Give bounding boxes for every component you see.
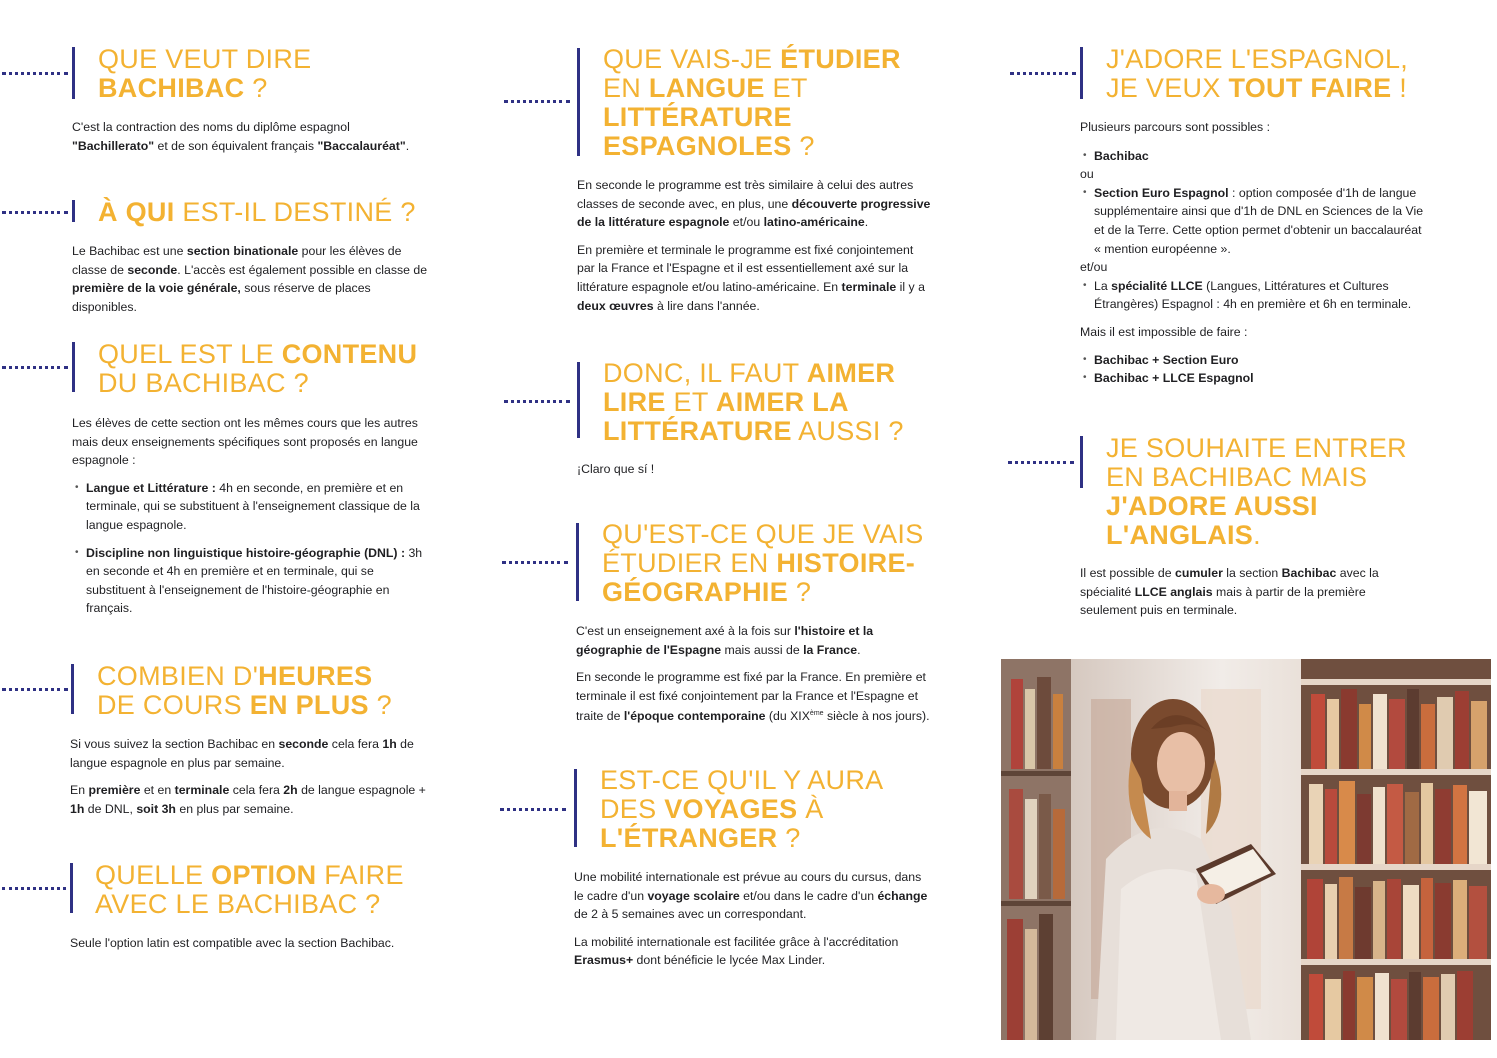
vertical-rule (72, 200, 75, 222)
bullet-list (1080, 277, 1425, 314)
title-highlight: AIMER LA LITTÉRATURE (603, 387, 848, 446)
list-item: • La spécialité LLCE (Langues, Littératures et Cultures Étrangères) Espagnol : 4h en première et 6h en terminale. (1080, 277, 1425, 314)
title-highlight: À QUI (98, 197, 175, 227)
vertical-rule (576, 523, 579, 601)
title-highlight: VOYAGES (664, 794, 798, 824)
section-title-contenu (98, 340, 438, 398)
list-item: • Bachibac (1080, 147, 1425, 166)
title-text: ? (777, 823, 801, 853)
title-text: QUE VAIS-JE (603, 44, 781, 74)
dotted-rule (504, 400, 570, 403)
column-1 (0, 0, 470, 1058)
dotted-rule (2, 366, 68, 369)
library-scene-illustration (1001, 659, 1491, 1040)
bullet-list (72, 479, 430, 618)
title-highlight: CONTENU (281, 339, 418, 369)
title-text: JE SOUHAITE ENTRER EN BACHIBAC MAIS (1106, 433, 1407, 492)
section-body (574, 868, 932, 979)
section-body (72, 414, 430, 627)
title-highlight: LANGUE (648, 73, 765, 103)
vertical-rule (1080, 436, 1083, 488)
section-title-anglais (1106, 434, 1436, 550)
title-text: DE COURS (97, 690, 250, 720)
title-text: DU BACHIBAC ? (98, 368, 309, 398)
title-text: ? (788, 577, 812, 607)
dotted-rule (1008, 461, 1074, 464)
section-body (577, 176, 933, 324)
section-title-a-qui (98, 198, 438, 227)
list-item: • Bachibac + Section Euro (1080, 351, 1425, 370)
paragraph: La mobilité internationale est facilitée grâce à l'accréditation Erasmus+ dont bénéficie le lycée Max Linder. (574, 934, 899, 968)
section-body (70, 735, 430, 827)
title-highlight: BACHIBAC (98, 73, 245, 103)
paragraph: Si vous suivez la section Bachibac en seconde cela fera 1h de langue espagnole en plus par semaine. (70, 737, 414, 770)
section-body (72, 118, 432, 164)
title-text: DONC, IL FAUT (603, 358, 807, 388)
paragraph: En seconde le programme est fixé par la France. En première et terminale il est fixé conjointement par la France et l'Espagne et traite de l'époque contemporaine (du XIXème siècle à nos jours). (576, 670, 930, 724)
dotted-rule (2, 688, 68, 691)
title-highlight: OPTION (211, 860, 317, 890)
bullet-list (1080, 351, 1425, 388)
title-highlight: ÉTUDIER (780, 44, 901, 74)
title-text: ! (1391, 73, 1408, 103)
bullet-list (1080, 147, 1425, 166)
title-text: QUELLE (95, 860, 212, 890)
title-text: QUE VEUT DIRE (98, 44, 312, 74)
title-highlight: LITTÉRATURE ESPAGNOLES (603, 102, 792, 161)
title-text: AUSSI ? (791, 416, 904, 446)
title-text: QUEL EST LE (98, 339, 282, 369)
title-highlight: HEURES (258, 661, 373, 691)
title-highlight: HISTOIRE-GÉOGRAPHIE (602, 548, 916, 607)
paragraph: Il est possible de cumuler la section Bachibac avec la spécialité LLCE anglais mais à partir de la première seulement puis en terminale. (1080, 566, 1379, 618)
title-text: ET (665, 387, 716, 417)
paragraph: C'est la contraction des noms du diplôme espagnol "Bachillerato" et de son équivalent français "Baccalauréat". (72, 120, 410, 153)
title-highlight: TOUT FAIRE (1228, 73, 1392, 103)
paragraph: ¡Claro que sí ! (577, 462, 655, 476)
vertical-rule (577, 362, 580, 438)
section-body (1080, 564, 1422, 629)
section-body (70, 934, 430, 962)
section-body (72, 242, 430, 325)
dotted-rule (2, 72, 68, 75)
paragraph: En seconde le programme est très similaire à celui des autres classes de seconde avec, en plus, une découverte progressive de la littérature espagnole et/ou latino-américaine. (577, 178, 931, 230)
paragraph: En première et terminale le programme est fixé conjointement par la France et l'Espagne et il est essentiellement axé sur la littérature espagnole et/ou latino-américaine. En terminale il y a deux œuvres à lire dans l'année. (577, 242, 925, 313)
section-body (576, 622, 932, 735)
title-text: J'ADORE L'ESPAGNOL, JE VEUX (1106, 44, 1409, 103)
title-text: ? (791, 131, 815, 161)
section-title-option (95, 861, 435, 919)
section-title-que-veut-dire (98, 45, 438, 103)
list-item: • Discipline non linguistique histoire-géographie (DNL) : 3h en seconde et 4h en première et en terminale, qui se substituent à l'enseignement de l'histoire-géographie en français. (72, 544, 430, 618)
title-text: EN (603, 73, 649, 103)
title-text: COMBIEN D' (97, 661, 259, 691)
section-title-tout-faire (1106, 45, 1436, 103)
title-text: ? (244, 73, 268, 103)
paragraph: C'est un enseignement axé à la fois sur l'histoire et la géographie de l'Espagne mais aussi de la France. (576, 624, 874, 657)
dotted-rule (2, 211, 68, 214)
section-title-aimer-lire (603, 359, 933, 446)
title-text: À (797, 794, 824, 824)
dotted-rule (504, 100, 570, 103)
vertical-rule (70, 863, 73, 913)
list-item: • Bachibac + LLCE Espagnol (1080, 369, 1425, 388)
title-text: EST-IL DESTINÉ ? (174, 197, 416, 227)
section-body (577, 460, 933, 488)
title-text: QU'EST-CE QUE JE VAIS ÉTUDIER EN (602, 519, 924, 578)
dotted-rule (1010, 72, 1076, 75)
title-highlight: EN PLUS (249, 690, 369, 720)
vertical-rule (1080, 47, 1083, 99)
paragraph: En première et en terminale cela fera 2h de langue espagnole + 1h de DNL, soit 3h en plus par semaine. (70, 783, 426, 816)
paragraph: et/ou (1080, 260, 1108, 275)
paragraph: Une mobilité internationale est prévue au cours du cursus, dans le cadre d'un voyage scolaire et/ou dans le cadre d'un échange de 2 à 5 semaines avec un correspondant. (574, 870, 928, 922)
vertical-rule (577, 48, 580, 156)
paragraph: Seule l'option latin est compatible avec la section Bachibac. (70, 936, 395, 950)
section-body (1080, 118, 1425, 388)
section-title-heures (97, 662, 407, 720)
section-title-histoire-geo (602, 520, 937, 607)
paragraph: Plusieurs parcours sont possibles : (1080, 120, 1271, 134)
dotted-rule (2, 887, 66, 890)
vertical-rule (72, 47, 75, 99)
list-item: • Section Euro Espagnol : option composée d'1h de langue supplémentaire ainsi que d'1h de DNL en Sciences de la Vie et de la Terre. Cette option permet d'obtenir un baccalauréat « mention européenne ». (1080, 184, 1425, 258)
dotted-rule (500, 808, 566, 811)
vertical-rule (574, 769, 577, 847)
title-text: ET (764, 73, 808, 103)
paragraph: ou (1080, 167, 1094, 182)
section-title-voyages (600, 766, 920, 853)
title-text: EST-CE QU'IL Y AURA DES (600, 765, 882, 824)
section-title-etudier-langue (603, 45, 933, 161)
title-text: FAIRE AVEC LE BACHIBAC ? (95, 860, 404, 919)
paragraph: Le Bachibac est une section binationale pour les élèves de classe de seconde. L'accès est également possible en classe de première de la voie générale, sous réserve de places disponibles. (72, 244, 428, 314)
title-highlight: J'ADORE AUSSI L'ANGLAIS (1106, 491, 1318, 550)
title-text: . (1253, 520, 1261, 550)
title-highlight: L'ÉTRANGER (600, 823, 778, 853)
bullet-list (1080, 184, 1425, 258)
title-highlight: AIMER LIRE (603, 358, 896, 417)
column-2 (490, 0, 970, 1058)
vertical-rule (72, 342, 75, 392)
list-item: • Langue et Littérature : 4h en seconde, en première et en terminale, qui se substituent à l'enseignement classique de la langue espagnole. (72, 479, 430, 535)
student-reading-photo (1001, 659, 1491, 1040)
vertical-rule (71, 664, 74, 714)
paragraph: Mais il est impossible de faire : (1080, 324, 1248, 339)
dotted-rule (502, 561, 568, 564)
title-text: ? (368, 690, 392, 720)
paragraph: Les élèves de cette section ont les mêmes cours que les autres mais deux enseignements spécifiques sont proposés en langue espagnole : (72, 416, 418, 468)
